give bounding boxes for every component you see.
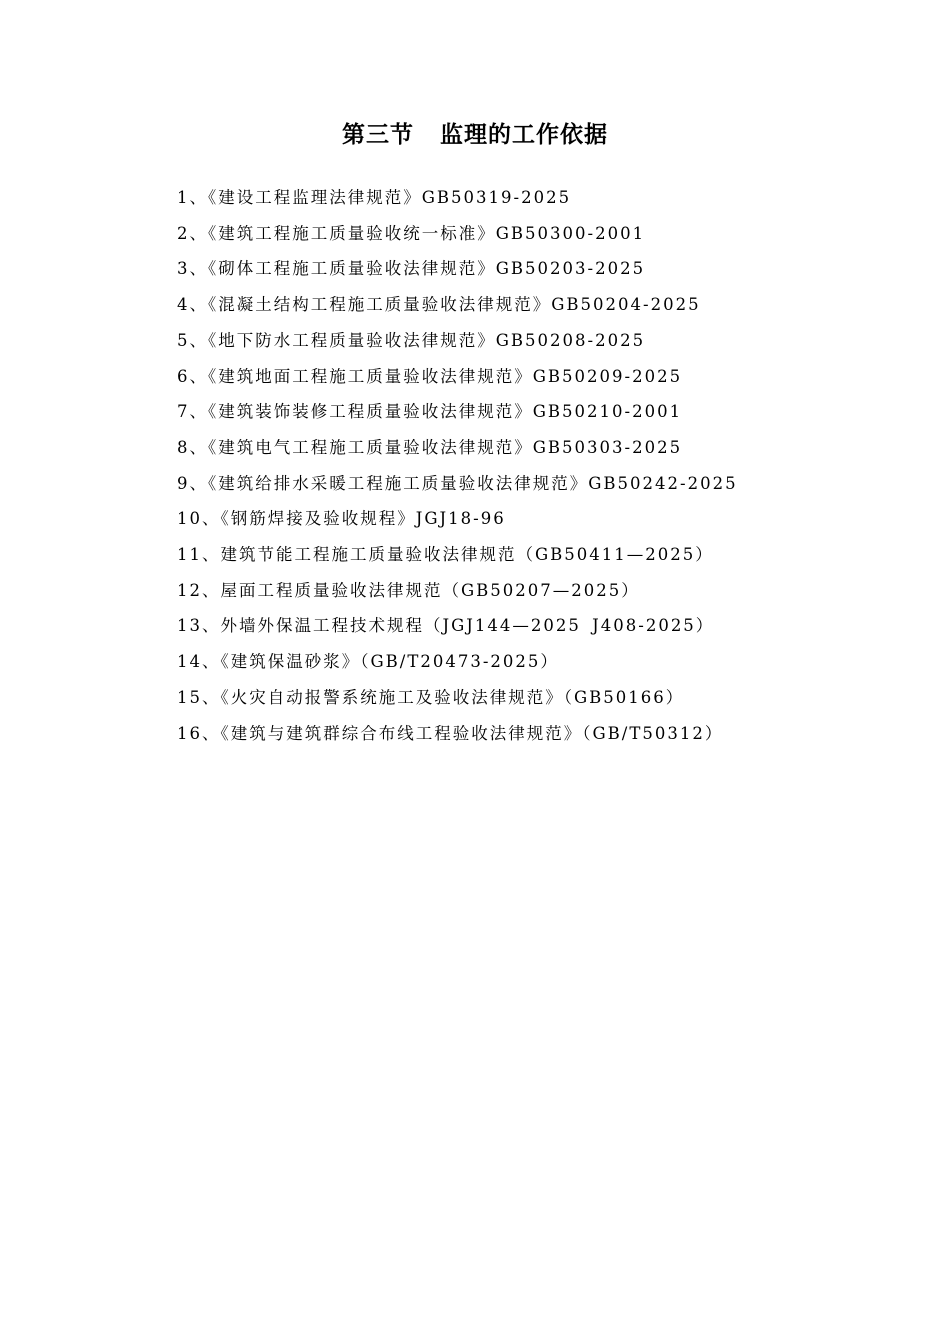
reference-item-12: 12、屋面工程质量验收法律规范（GB50207—2025） [177,580,640,600]
reference-item-4: 4、《混凝土结构工程施工质量验收法律规范》GB50204-2025 [177,295,701,315]
reference-list [145,180,805,751]
reference-item-11: 11、建筑节能工程施工质量验收法律规范（GB50411—2025） [177,545,714,565]
reference-item-16: 16、《建筑与建筑群综合布线工程验收法律规范》（GB/T50312） [177,723,724,743]
section-name: 监理的工作依据 [440,122,608,148]
section-title [0,116,950,149]
section-number: 第三节 [342,122,414,148]
reference-item-7: 7、《建筑装饰装修工程质量验收法律规范》GB50210-2001 [177,402,683,422]
reference-item-10: 10、《钢筋焊接及验收规程》JGJ18-96 [177,509,506,529]
reference-item-9: 9、《建筑给排水采暖工程施工质量验收法律规范》GB50242-2025 [177,473,738,493]
reference-item-6: 6、《建筑地面工程施工质量验收法律规范》GB50209-2025 [177,366,683,386]
reference-item-15: 15、《火灾自动报警系统施工及验收法律规范》（GB50166） [177,687,685,707]
reference-item-5: 5、《地下防水工程质量验收法律规范》GB50208-2025 [177,330,646,350]
reference-item-3: 3、《砌体工程施工质量验收法律规范》GB50203-2025 [177,259,646,279]
reference-item-13: 13、外墙外保温工程技术规程（JGJ144—2025 J408-2025） [177,616,715,636]
reference-item-1: 1、《建设工程监理法律规范》GB50319-2025 [177,188,572,207]
reference-item-14: 14、《建筑保温砂浆》（GB/T20473-2025） [177,652,559,672]
reference-item-8: 8、《建筑电气工程施工质量验收法律规范》GB50303-2025 [177,437,683,457]
reference-item-2: 2、《建筑工程施工质量验收统一标准》GB50300-2001 [177,223,646,243]
